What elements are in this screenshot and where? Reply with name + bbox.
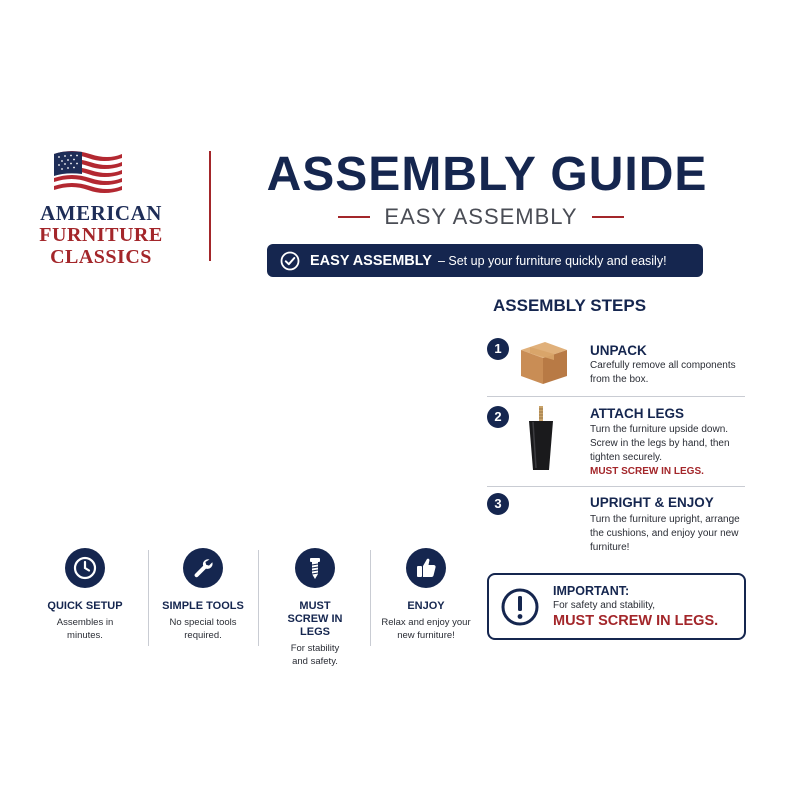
feature-quick-setup [30,548,140,642]
step-upright-enjoy [487,493,745,553]
feature-title: ENJOY [407,600,445,612]
logo-divider [209,151,211,261]
important-notice [487,573,746,640]
brand-line-3: CLASSICS [50,246,152,268]
feature-description: Assembles in minutes. [56,617,114,641]
feature-title: QUICK SETUP [47,600,123,612]
steps-heading: ASSEMBLY STEPS [493,296,647,315]
step-description-text: Turn the furniture upside down. Screw in the legs by hand, then tighten securely. [590,424,730,463]
banner-heading: EASY ASSEMBLY [310,252,432,269]
step-title: UNPACK [590,343,647,358]
important-text: For safety and stability, [553,600,656,611]
thumbs-up-icon [406,548,446,588]
page-title: ASSEMBLY GUIDE [266,148,708,201]
check-circle-icon [280,251,300,271]
subtitle-rule-right [592,216,624,218]
step-number: 1 [487,338,509,360]
wrench-icon [183,548,223,588]
step-title: ATTACH LEGS [590,406,684,421]
step-divider [487,486,745,487]
feature-description: No special tools required. [169,617,237,641]
feature-title: MUST SCREW IN LEGS [287,600,343,638]
step-divider [487,396,745,397]
important-warning: MUST SCREW IN LEGS. [553,613,719,629]
screw-icon [295,548,335,588]
step-number: 3 [487,493,509,515]
easy-assembly-banner [267,244,703,277]
step-number: 2 [487,406,509,428]
feature-description: For stability and safety. [290,643,340,667]
furniture-leg-icon [525,406,557,474]
banner-text: – Set up your furniture quickly and easily! [437,253,667,268]
step-description: Carefully remove all components from the box. [590,360,736,385]
exclamation-icon [500,587,540,627]
page-subtitle: EASY ASSEMBLY [384,204,578,229]
step-attach-legs [487,404,745,484]
brand-line-1: AMERICAN [40,201,162,225]
feature-must-screw [260,548,370,668]
cardboard-box-icon [517,338,571,386]
feature-enjoy [371,548,481,642]
brand-line-2: FURNITURE [39,224,163,246]
feature-description: Relax and enjoy your new furniture! [381,617,471,641]
step-title: UPRIGHT & ENJOY [590,495,714,510]
brand-wordmark [26,202,176,268]
us-flag-icon [52,148,124,200]
feature-divider [258,550,259,646]
subtitle-row [338,204,624,230]
feature-title: SIMPLE TOOLS [162,600,244,612]
important-title: IMPORTANT: [553,584,630,598]
feature-simple-tools [148,548,258,642]
subtitle-rule-left [338,216,370,218]
step-unpack [487,338,745,396]
step-description [590,423,750,479]
clock-icon [65,548,105,588]
step-warning: MUST SCREW IN LEGS. [590,466,704,477]
step-description: Turn the furniture upright, arrange the cushions, and enjoy your new furniture! [590,514,740,553]
